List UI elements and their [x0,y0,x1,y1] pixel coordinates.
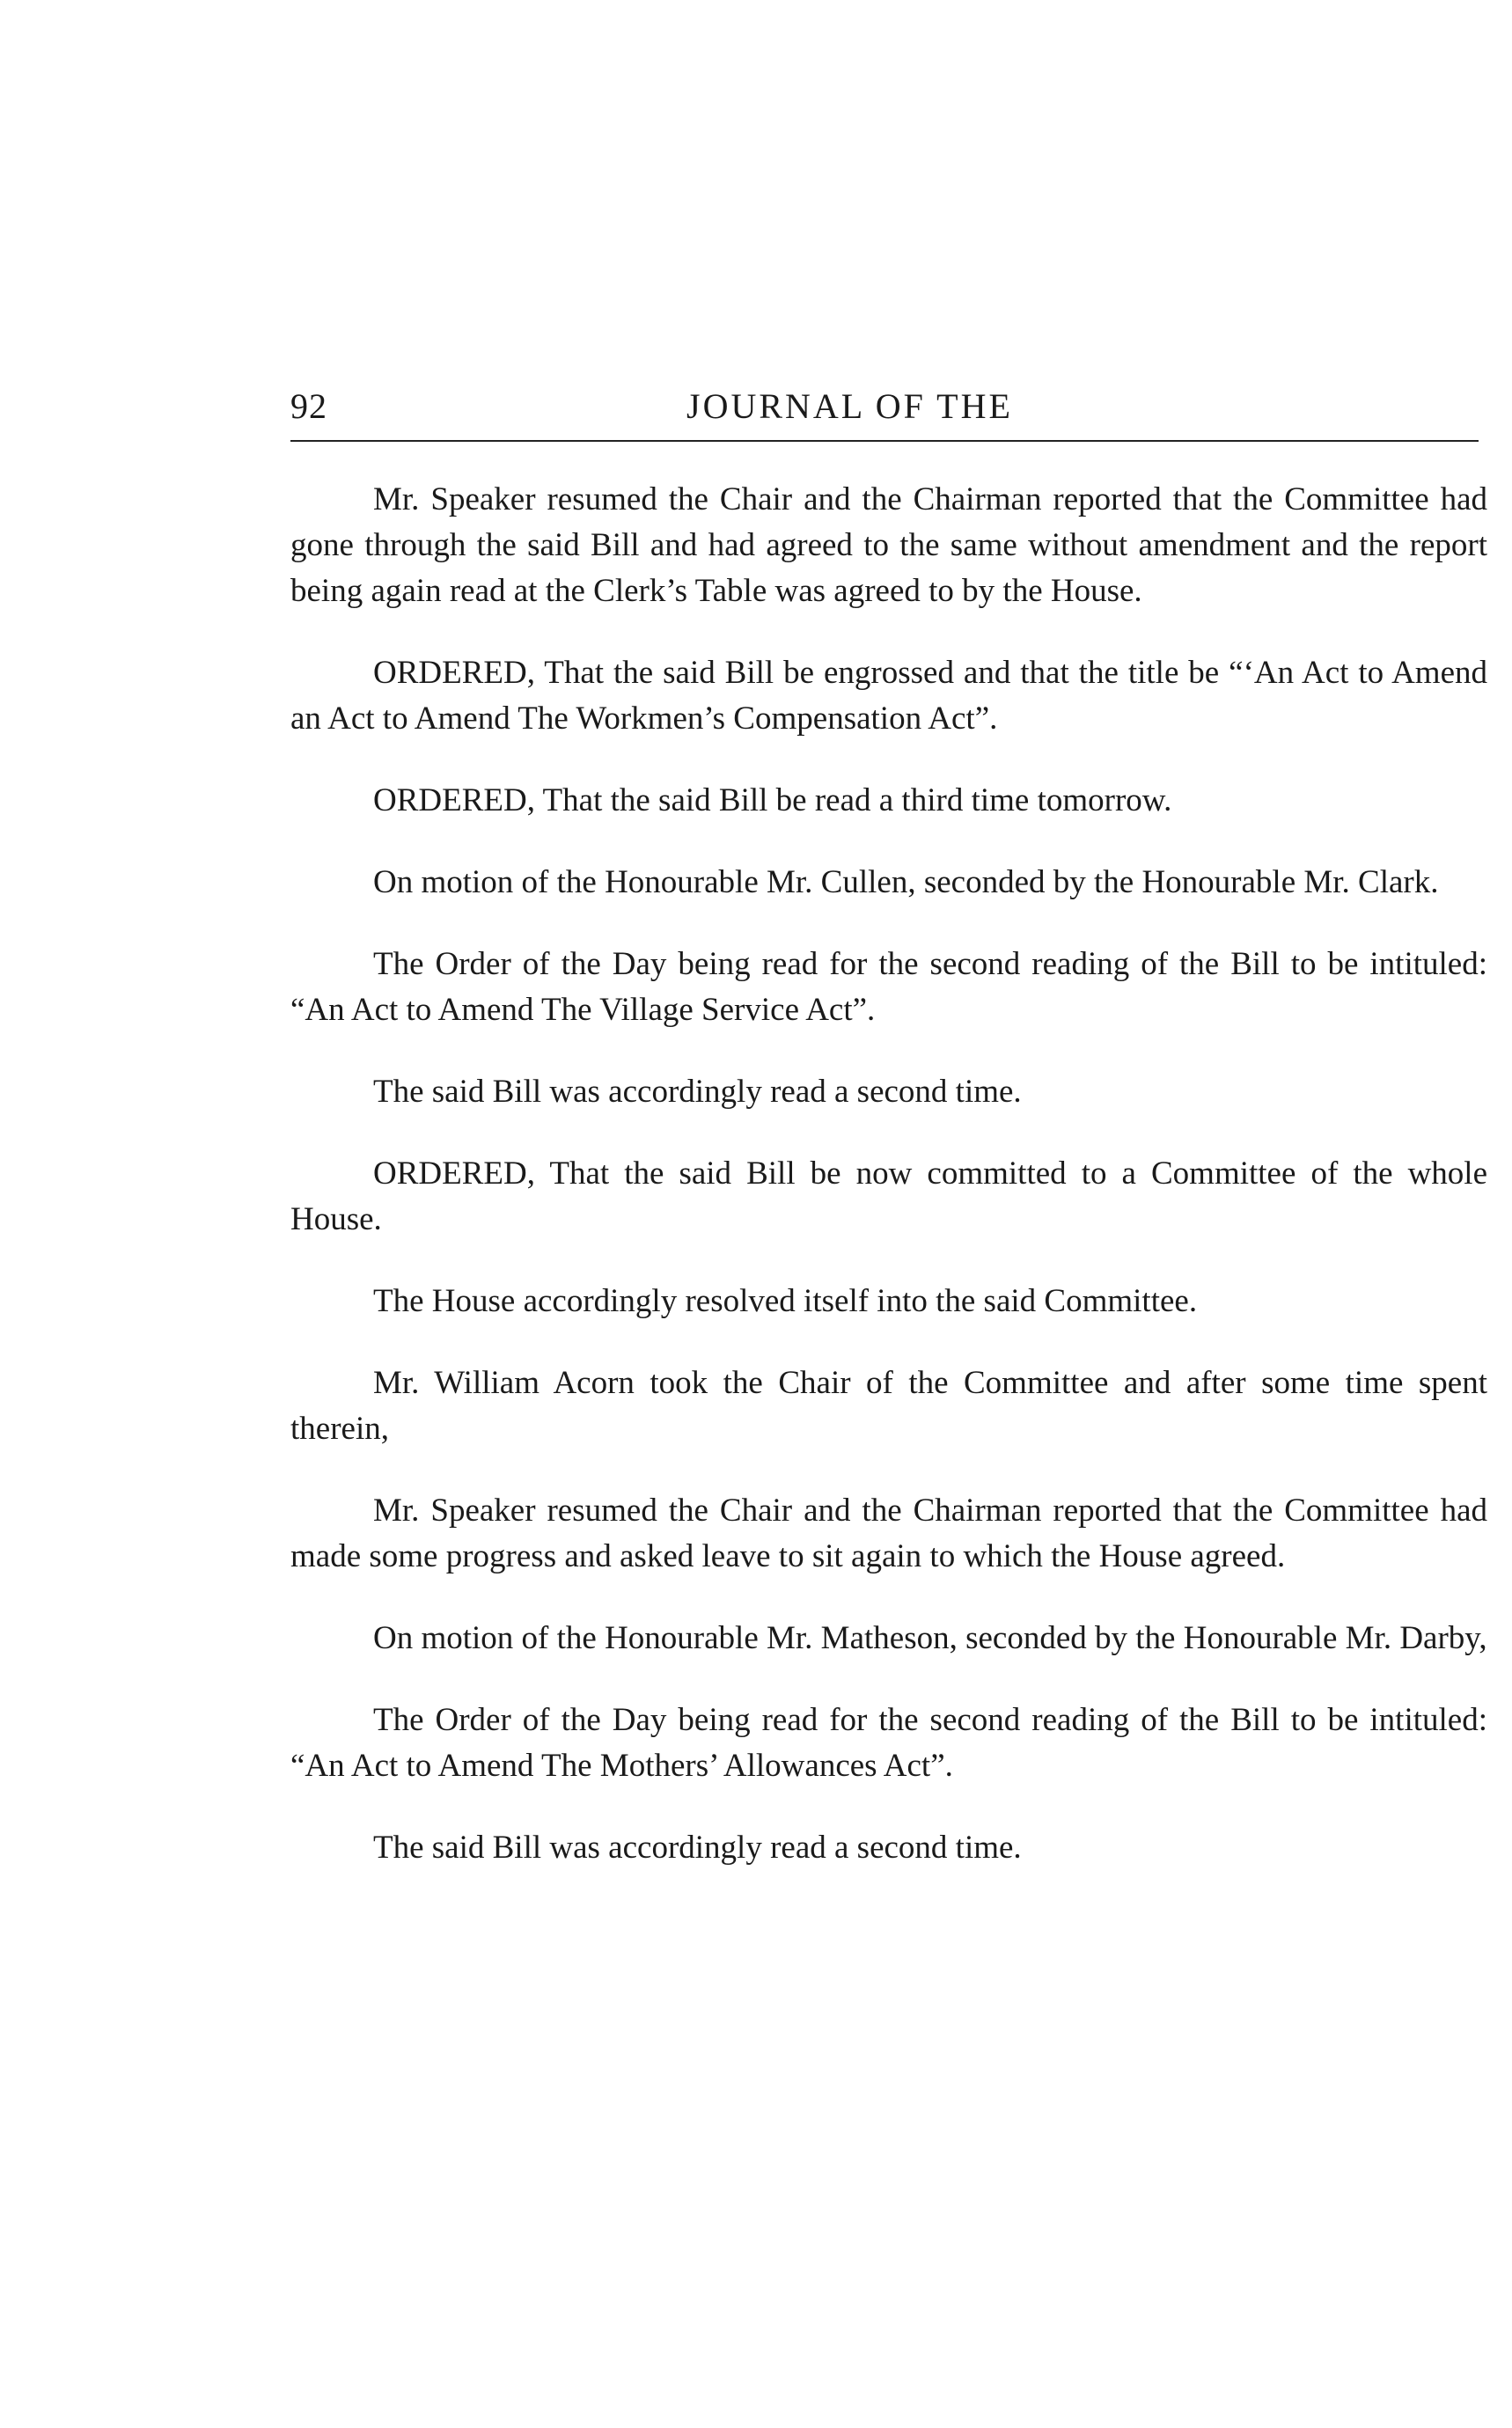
paragraph-second-reading-2: The said Bill was accordingly read a second time. [373,1830,1022,1866]
paragraph-motion-cullen: On motion of the Honourable Mr. Cullen, seconded by the Honourable Mr. Clark. [373,864,1439,900]
running-head: JOURNAL OF THE [686,386,1013,426]
header-rule [290,440,1479,442]
paragraph-speaker-resumed-1: Mr. Speaker resumed the Chair and the Chairman reported that the Committee had gone through the said Bill and had agreed to the same without amendment and the report being again read at the Clerk’s Table was agreed to by the House. [290,481,1487,609]
paragraph-motion-matheson: On motion of the Honourable Mr. Matheson, seconded by the Honourable Mr. Darby, [373,1620,1487,1656]
journal-body [290,477,1487,1907]
paragraph-speaker-resumed-2: Mr. Speaker resumed the Chair and the Chairman reported that the Committee had made some progress and asked leave to sit again to which the House agreed. [290,1493,1487,1574]
paragraph-ordered-engrossed: ORDERED, That the said Bill be engrossed and that the title be “‘An Act to Amend an Act to Amend The Workmen’s Compensation Act”. [290,655,1487,737]
page-number: 92 [290,386,327,426]
paragraph-second-reading-1: The said Bill was accordingly read a second time. [373,1074,1022,1110]
paragraph-ordered-third-reading: ORDERED, That the said Bill be read a third time tomorrow. [373,782,1172,818]
paragraph-ordered-committee: ORDERED, That the said Bill be now committed to a Committee of the whole House. [290,1155,1487,1237]
paragraph-house-resolved: The House accordingly resolved itself into the said Committee. [373,1283,1198,1319]
paragraph-order-village-service: The Order of the Day being read for the second reading of the Bill to be intituled: “An Act to Amend The Village Service Act”. [290,946,1487,1028]
paragraph-order-mothers-allowances: The Order of the Day being read for the second reading of the Bill to be intituled: “An Act to Amend The Mothers’ Allowances Act”. [290,1702,1487,1784]
paragraph-acorn-chair: Mr. William Acorn took the Chair of the Committee and after some time spent therein, [290,1365,1487,1447]
journal-page [290,378,1487,1866]
page-header [290,378,1487,431]
